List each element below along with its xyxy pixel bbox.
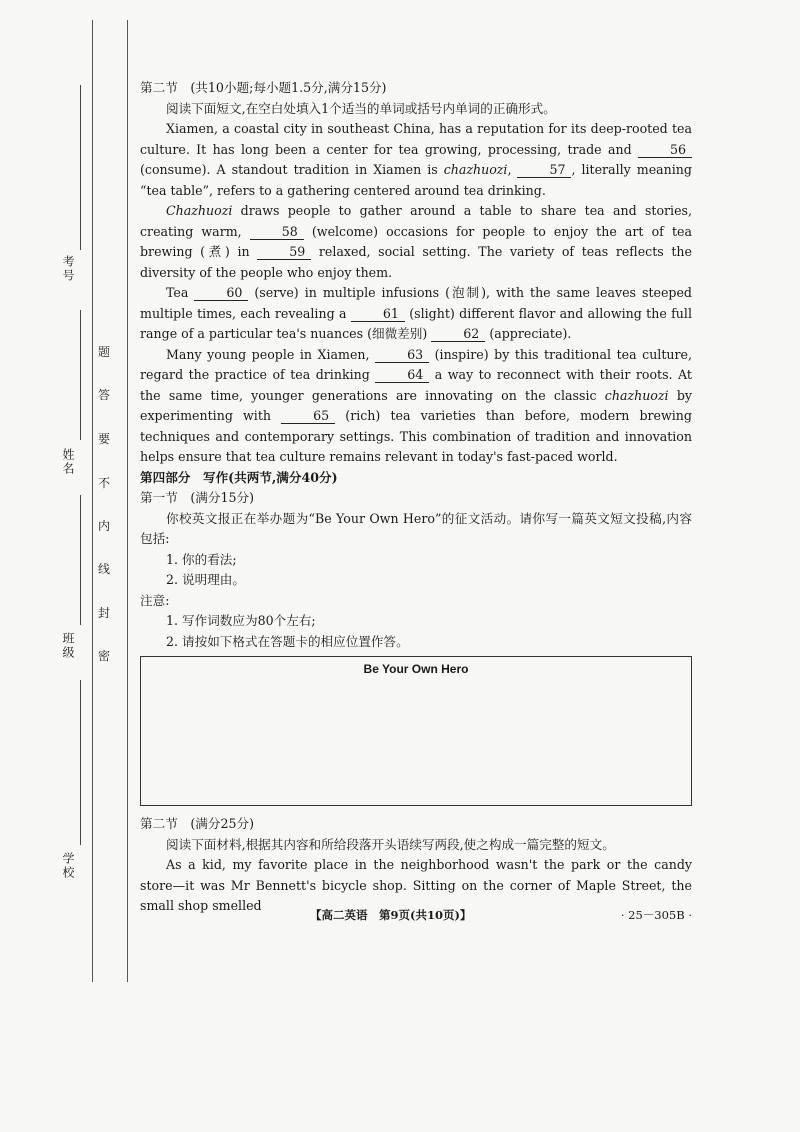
answer-box-title: Be Your Own Hero [363,662,469,676]
footer-page-info: 【高二英语 第9页(共10页)】 [310,908,472,922]
seal-char: 封 [98,606,111,620]
passage-paragraph-1: Xiamen, a coastal city in southeast China, has a reputation for its deep-rooted tea culture. It has long been a center for tea growing, processing, trade and 56 (consume). A standout tradition in Xiamen is chazhuozi, 57 , literally meaning “tea table”, refers to a gathering centered around tea drinking. [140,121,692,198]
blank-62[interactable]: 62 [431,326,485,342]
blank-64[interactable]: 64 [375,367,429,383]
passage-paragraph-2: Chazhuozi draws people to gather around a table to share tea and stories, creating warm, 58 (welcome) occasions for people to enjoy the art of tea brewing (煮) in 59 relaxed, social setting. The variety of teas reflects the diversity of the people who enjoy them. [140,203,692,280]
field-school: 学校 [61,852,75,880]
seal-char: 密 [98,649,111,663]
blank-65[interactable]: 65 [281,408,335,424]
writing-requirement-1: 1. 你的看法; [166,551,237,567]
writing-requirement-2: 2. 说明理由。 [166,572,245,587]
seal-char: 不 [98,476,111,490]
blank-63[interactable]: 63 [375,347,429,363]
field-class-line [80,495,81,625]
footer-code: · 25－305B · [620,908,692,922]
field-class: 班级 [61,632,75,660]
binding-inner-line [127,20,128,982]
field-exam-number: 考号 [61,255,75,283]
blank-56[interactable]: 56 [638,142,692,158]
binding-outer-line [92,20,93,982]
seal-char: 内 [98,519,111,533]
seal-char: 要 [98,432,111,446]
blank-60[interactable]: 60 [194,285,248,301]
notice-label: 注意: [140,592,170,608]
section2-instruction: 阅读下面短文,在空白处填入1个适当的单词或括号内单词的正确形式。 [166,100,556,116]
field-name: 姓名 [61,448,75,476]
passage-paragraph-3: Tea 60 (serve) in multiple infusions (泡制), with the same leaves steeped multiple times, each revealing a 61 (slight) different flavor and allowing the full range of a particular tea's nuances (细微差别) 62 (appreciate). [140,285,692,341]
writing-section2-heading: 第二节 (满分25分) [140,816,255,831]
page-content [140,78,692,917]
blank-61[interactable]: 61 [351,306,405,322]
seal-char: 题 [98,345,111,359]
blank-57[interactable]: 57 [517,162,571,178]
writing-section2-prompt: 阅读下面材料,根据其内容和所给段落开头语续写两段,使之构成一篇完整的短文。 [166,836,615,852]
part4-heading: 第四部分 写作(共两节,满分40分) [140,469,338,485]
seal-char: 答 [98,388,111,402]
continuation-passage: As a kid, my favorite place in the neighborhood wasn't the park or the candy store—it was Mr Bennett's bicycle shop. Sitting on the corner of Maple Street, the small shop smelled [140,857,692,913]
section2-heading: 第二节 (共10小题;每小题1.5分,满分15分) [140,80,387,95]
writing-section1-prompt: 你校英文报正在举办题为“Be Your Own Hero”的征文活动。请你写一篇英文短文投稿,内容包括: [140,510,692,546]
field-exam-number-line [80,85,81,250]
notice-item-1: 1. 写作词数应为80个左右; [166,613,316,628]
answer-box[interactable] [140,656,692,806]
seal-char: 线 [98,562,111,576]
writing-section1-heading: 第一节 (满分15分) [140,490,255,505]
field-school-line [80,680,81,845]
passage-paragraph-4: Many young people in Xiamen, 63 (inspire) by this traditional tea culture, regard the practice of tea drinking 64 a way to reconnect with their roots. At the same time, younger generations are innovating on the classic chazhuozi by experimenting with 65 (rich) tea varieties than before, modern brewing techniques and contemporary settings. This combination of tradition and innovation helps ensure that tea culture remains relevant in today's fast-paced world. [140,346,692,464]
blank-59[interactable]: 59 [257,244,311,260]
notice-item-2: 2. 请按如下格式在答题卡的相应位置作答。 [166,633,409,649]
blank-58[interactable]: 58 [250,224,304,240]
field-name-line [80,310,81,440]
